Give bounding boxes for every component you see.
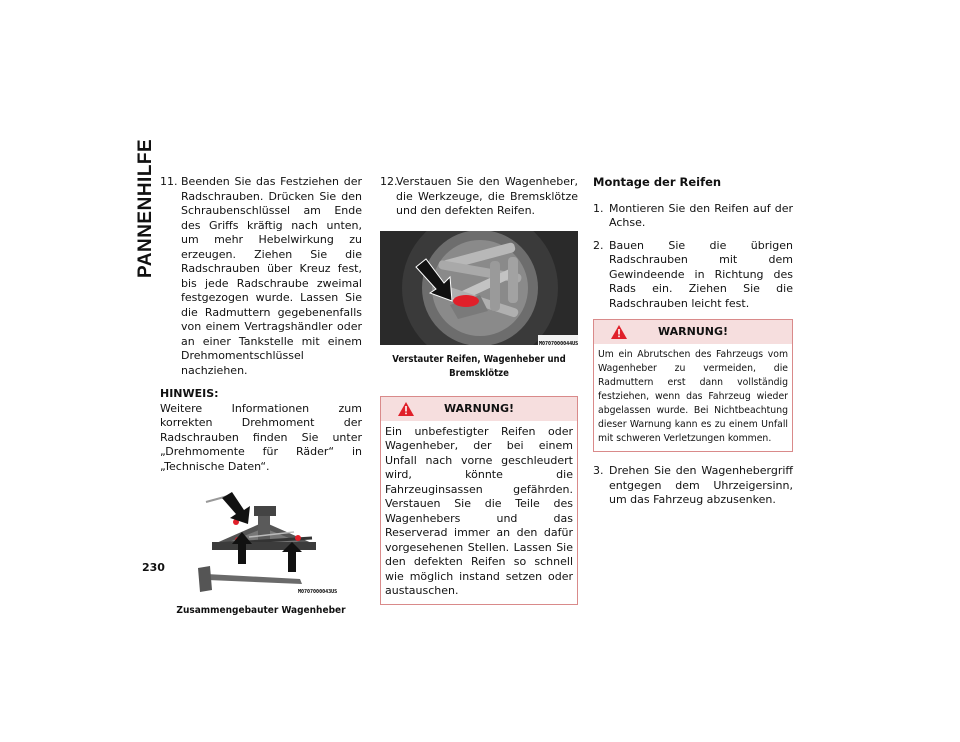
step-12 bbox=[380, 175, 578, 219]
step-11-number: 11. bbox=[160, 175, 178, 188]
figure-caption: Verstauter Reifen, Wagenheber und Bremsklötze bbox=[392, 353, 566, 379]
column-3 bbox=[593, 175, 793, 516]
figure-code: M0707000044US bbox=[539, 340, 579, 347]
warning-title: WARNUNG! bbox=[443, 401, 514, 415]
warning-text: Um ein Abrutschen des Fahrzeugs vom Wagenheber zu vermeiden, die Radmuttern erst dann vollständig festziehen, wenn das Fahrzeug wieder abgelassen wurde. Bei Nichtbeachtung dieser Warnung kann es zu einem Unfall mit schweren Verletzungen kommen. bbox=[598, 349, 788, 444]
assembled-jack-illustration bbox=[194, 482, 334, 598]
warning-box bbox=[593, 319, 793, 452]
step-11 bbox=[160, 175, 362, 378]
warning-header bbox=[381, 397, 577, 421]
chapter-side-tab bbox=[135, 138, 156, 278]
step-12-number: 12. bbox=[380, 175, 398, 188]
warning-header bbox=[594, 320, 792, 344]
page-number: 230 bbox=[142, 561, 165, 574]
step-3-text: Drehen Sie den Wagenhebergriff entgegen dem Uhrzeigersinn, um das Fahrzeug abzusenken. bbox=[609, 464, 793, 506]
jack-figure bbox=[194, 482, 338, 598]
warning-text: Ein unbefestigter Reifen oder Wagenheber, der bei einem Unfall nach vorne geschleudert wird, könnte die Fahrzeuginsassen gefährden. Verstauen Sie die Teile des Wagenhebers und das Reserverad immer an den dafür vorgesehenen Stellen. Lassen Sie den defekten Reifen so schnell wie möglich instand setzen oder austauschen. bbox=[385, 424, 573, 597]
column-2 bbox=[380, 175, 578, 605]
step-11-text: Beenden Sie das Festziehen der Radschrauben. Drücken Sie den Schraubenschlüssel am Ende des Griffs kräftig nach unten, um mehr Hebelwirkung zu erzeugen. Ziehen Sie die Radschrauben über Kreuz fest, bis jede Radschraube zweimal festgezogen wurde. Lassen Sie die Radmuttern gegebenenfalls von einem Vertragshändler oder an einer Tankstelle mit einem Drehmomentschlüssel nachziehen. bbox=[181, 175, 362, 377]
column-1 bbox=[160, 175, 362, 619]
step-12-text: Verstauen Sie den Wagenheber, die Werkzeuge, die Bremsklötze und den defekten Reifen. bbox=[396, 175, 578, 217]
step-3 bbox=[593, 464, 793, 508]
stowed-tire-photo bbox=[380, 231, 578, 345]
warning-box bbox=[380, 396, 578, 605]
figure-caption: Zusammengebauter Wagenheber bbox=[176, 605, 346, 616]
chapter-title: PANNENHILFE bbox=[135, 138, 156, 278]
figure-code: M0707000043US bbox=[298, 589, 338, 595]
warning-title: WARNUNG! bbox=[657, 325, 728, 338]
step-1 bbox=[593, 202, 793, 231]
stowed-tire-figure bbox=[380, 231, 578, 345]
step-3-number: 3. bbox=[593, 464, 604, 477]
step-1-number: 1. bbox=[593, 201, 604, 215]
step-1-text: Montieren Sie den Reifen auf der Achse. bbox=[609, 201, 793, 229]
hint-text: Weitere Informationen zum korrekten Drehmoment der Radschrauben finden Sie unter „Drehmomente für Räder“ in „Technische Daten“. bbox=[160, 401, 362, 473]
warning-triangle-icon bbox=[610, 324, 628, 349]
section-title: Montage der Reifen bbox=[593, 175, 722, 189]
step-2-text: Bauen Sie die übrigen Radschrauben mit dem Gewindeende in Richtung des Rads ein. Ziehen Sie die Radschrauben leicht fest. bbox=[609, 238, 793, 310]
hint-title: HINWEIS: bbox=[160, 387, 219, 400]
step-2 bbox=[593, 239, 793, 312]
step-2-number: 2. bbox=[593, 238, 604, 252]
warning-triangle-icon bbox=[397, 401, 415, 426]
